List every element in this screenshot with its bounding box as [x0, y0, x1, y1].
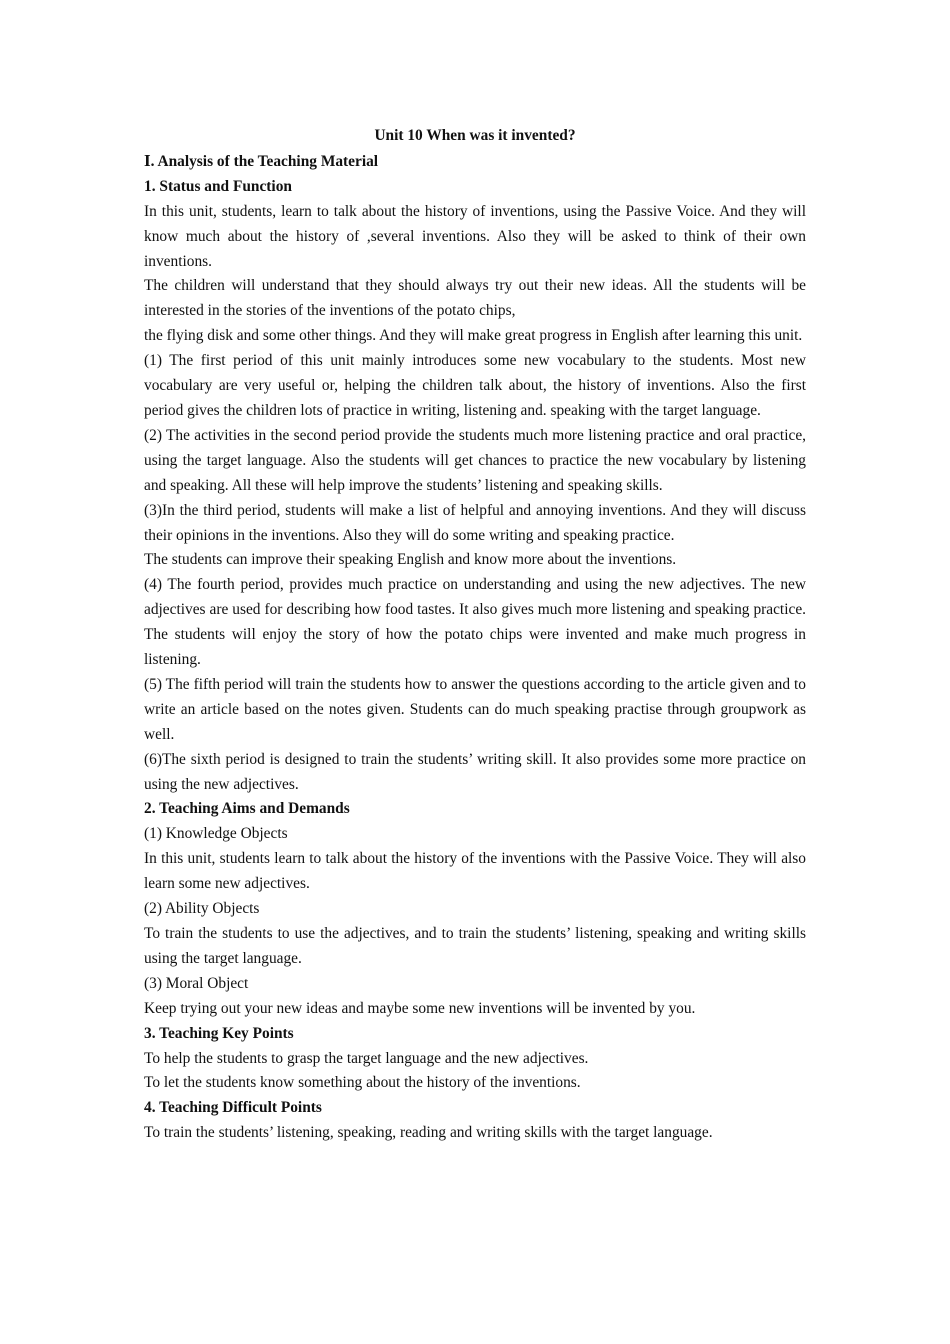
- subheading-key-points: 3. Teaching Key Points: [144, 1024, 294, 1042]
- key-point-line: To help the students to grasp the target language and the new adjectives.: [144, 1049, 589, 1067]
- document-title: Unit 10 When was it invented?: [374, 127, 576, 144]
- ability-objects-text: To train the students to use the adjectives, and to train the students’ listening, speaking and writing skills using the target language.: [144, 925, 806, 967]
- paragraph-period-1: (1) The first period of this unit mainly introduces some new vocabulary to the students. Most new vocabulary are very useful or, helping the children talk about, the history of inventions. Also the first period gives the children lots of practice in writing, listening and. speaking with the target language.: [144, 352, 806, 419]
- moral-object-text: Keep trying out your new ideas and maybe some new inventions will be invented by you.: [144, 999, 696, 1017]
- document-page: [144, 124, 806, 1146]
- difficult-point-line: To train the students’ listening, speaking, reading and writing skills with the target language.: [144, 1124, 713, 1142]
- paragraph-period-2: (2) The activities in the second period provide the students much more listening practice and oral practice, using the target language. Also the students will get chances to practice the new vocabulary by listening and speaking. All these will help improve the students’ listening and speaking skills.: [144, 426, 806, 494]
- section-heading-text: . Analysis of the Teaching Material: [150, 152, 379, 170]
- paragraph: In this unit, students, learn to talk about the history of inventions, using the Passive Voice. And they will know much about the history of ,several inventions. Also they will be asked to think of their own inventions.: [144, 202, 806, 270]
- paragraph: The children will understand that they should always try out their new ideas. All the students will be interested in the stories of the inventions of the potato chips,: [144, 277, 806, 320]
- paragraph: The students can improve their speaking English and know more about the inventions.: [144, 551, 677, 569]
- paragraph-period-5: (5) The fifth period will train the students how to answer the questions according to the article given and to write an article based on the notes given. Students can do much speaking practise through groupwork as well.: [144, 675, 806, 743]
- paragraph-period-3: (3)In the third period, students will make a list of helpful and annoying inventions. And they will discuss their opinions in the inventions. Also they will do some writing and speaking practice.: [144, 501, 806, 544]
- ability-objects-label: (2) Ability Objects: [144, 900, 260, 918]
- paragraph: the flying disk and some other things. And they will make great progress in English after learning this unit.: [144, 327, 803, 345]
- moral-object-label: (3) Moral Object: [144, 974, 249, 992]
- paragraph-period-6: (6)The sixth period is designed to train the students’ writing skill. It also provides some more practice on using the new adjectives.: [144, 750, 806, 793]
- section-heading-analysis: [144, 149, 806, 175]
- knowledge-objects-label: (1) Knowledge Objects: [144, 825, 288, 843]
- knowledge-objects-text: In this unit, students learn to talk about the history of the inventions with the Passive Voice. They will also learn some new adjectives.: [144, 850, 806, 893]
- key-point-line: To let the students know something about the history of the inventions.: [144, 1074, 581, 1092]
- paragraph-period-4: (4) The fourth period, provides much practice on understanding and using the new adjectives. The new adjectives are used for describing how food tastes. It also gives much more listening and speaking practice. The students will enjoy the story of how the potato chips were invented and make much progress in listening.: [144, 576, 806, 669]
- subheading-difficult-points: 4. Teaching Difficult Points: [144, 1099, 322, 1117]
- subheading-aims-demands: 2. Teaching Aims and Demands: [144, 800, 350, 818]
- section-numeral: I: [144, 150, 151, 170]
- subheading-status-function: 1. Status and Function: [144, 177, 292, 195]
